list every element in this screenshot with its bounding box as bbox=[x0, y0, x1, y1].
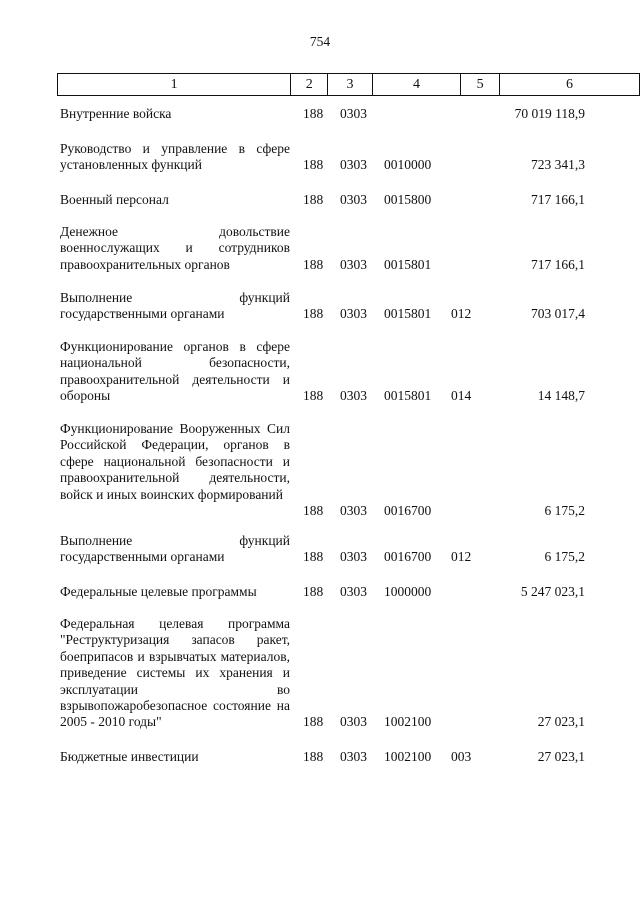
row-col6: 14 148,7 bbox=[537, 388, 585, 403]
row-col2: 188 bbox=[303, 106, 324, 121]
row-col6: 70 019 118,9 bbox=[514, 106, 585, 121]
row-name: Внутренние войска bbox=[60, 106, 172, 121]
row-col2: 188 bbox=[303, 157, 324, 172]
row-col4: 0015801 bbox=[384, 257, 432, 272]
row-col4: 0015801 bbox=[384, 306, 432, 321]
row-name: Военный персонал bbox=[60, 192, 169, 207]
column-header-2: 2 bbox=[291, 74, 328, 96]
column-header-5: 5 bbox=[461, 74, 500, 96]
row-col6: 5 247 023,1 bbox=[520, 584, 585, 599]
row-col2: 188 bbox=[303, 503, 324, 518]
row-col4: 0015800 bbox=[384, 192, 432, 207]
row-name: Функционирование органов в сфере национальной безопасности, правоохранительной деятельности и обороны bbox=[60, 339, 290, 404]
row-col6: 703 017,4 bbox=[531, 306, 585, 321]
row-col6: 6 175,2 bbox=[544, 549, 585, 564]
row-col2: 188 bbox=[303, 306, 324, 321]
row-col6: 717 166,1 bbox=[531, 257, 585, 272]
row-col2: 188 bbox=[303, 714, 324, 729]
row-col4: 0015801 bbox=[384, 388, 432, 403]
row-col2: 188 bbox=[303, 584, 324, 599]
row-name: Денежное довольствие военнослужащих и сотрудников правоохранительных органов bbox=[60, 224, 290, 272]
row-col2: 188 bbox=[303, 257, 324, 272]
row-col4: 0016700 bbox=[384, 503, 432, 518]
column-header-4: 4 bbox=[372, 74, 460, 96]
row-col3: 0303 bbox=[340, 388, 367, 403]
row-col3: 0303 bbox=[340, 257, 367, 272]
row-col5: 012 bbox=[451, 549, 472, 564]
row-col6: 27 023,1 bbox=[537, 714, 585, 729]
row-col3: 0303 bbox=[340, 157, 367, 172]
row-col3: 0303 bbox=[340, 192, 367, 207]
column-header-table bbox=[57, 73, 640, 96]
row-col5: 003 bbox=[451, 749, 472, 764]
row-col2: 188 bbox=[303, 749, 324, 764]
row-col3: 0303 bbox=[340, 503, 367, 518]
row-name: Бюджетные инвестиции bbox=[60, 749, 199, 764]
column-header-1: 1 bbox=[58, 74, 291, 96]
row-col4: 0010000 bbox=[384, 157, 432, 172]
row-name: Выполнение функций государственными органами bbox=[60, 290, 290, 322]
row-col6: 717 166,1 bbox=[531, 192, 585, 207]
row-col6: 6 175,2 bbox=[544, 503, 585, 518]
page-number: 754 bbox=[309, 34, 331, 49]
row-col6: 27 023,1 bbox=[537, 749, 585, 764]
row-col2: 188 bbox=[303, 549, 324, 564]
row-col5: 014 bbox=[451, 388, 472, 403]
column-header-6: 6 bbox=[499, 74, 639, 96]
row-name: Федеральная целевая программа "Реструктуризация запасов ракет, боеприпасов и взрывчатых материалов, приведение системы их хранения и эксплуатации во взрывопожаробезопасное состояние на 2005 - 2010 годы" bbox=[60, 616, 290, 730]
row-col4: 0016700 bbox=[384, 549, 432, 564]
row-name: Функционирование Вооруженных Сил Российской Федерации, органов в сфере национальной безопасности и правоохранительной деятельности, войск и иных воинских формирований bbox=[60, 421, 290, 502]
row-name: Руководство и управление в сфере установленных функций bbox=[60, 141, 290, 173]
row-col5: 012 bbox=[451, 306, 472, 321]
row-col3: 0303 bbox=[340, 714, 367, 729]
row-col6: 723 341,3 bbox=[531, 157, 585, 172]
row-col3: 0303 bbox=[340, 584, 367, 599]
row-col2: 188 bbox=[303, 388, 324, 403]
row-name: Федеральные целевые программы bbox=[60, 584, 257, 599]
row-col3: 0303 bbox=[340, 306, 367, 321]
row-col4: 1002100 bbox=[384, 714, 432, 729]
column-header-3: 3 bbox=[328, 74, 373, 96]
row-col3: 0303 bbox=[340, 749, 367, 764]
row-col3: 0303 bbox=[340, 106, 367, 121]
row-col3: 0303 bbox=[340, 549, 367, 564]
row-col4: 1000000 bbox=[384, 584, 432, 599]
row-col4: 1002100 bbox=[384, 749, 432, 764]
row-name: Выполнение функций государственными органами bbox=[60, 533, 290, 565]
row-col2: 188 bbox=[303, 192, 324, 207]
